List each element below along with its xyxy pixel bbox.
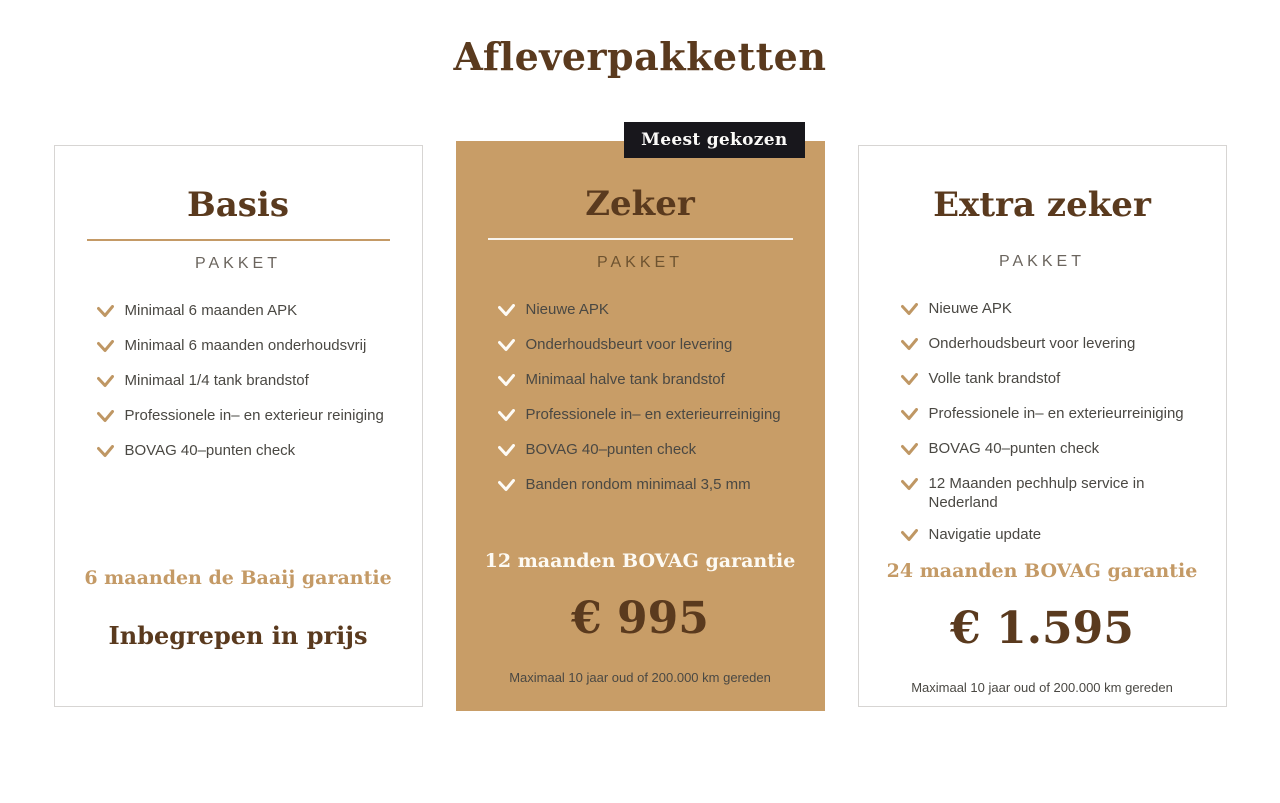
feature-list [83,301,394,476]
feature-item [901,334,1198,356]
package-card-extra-zeker [858,145,1227,707]
price-text: Inbegrepen in prijs [108,620,368,650]
feature-item [901,525,1198,547]
package-name: Extra zeker [933,185,1151,225]
feature-item [498,335,797,357]
feature-label: Professionele in– en exterieurreiniging [928,405,1184,423]
feature-item [498,300,797,322]
feature-label: Nieuwe APK [928,300,1012,318]
page-title: Afleverpakketten [453,34,827,79]
feature-label: Nieuwe APK [525,301,609,319]
card-bottom [887,560,1198,695]
most-chosen-badge: Meest gekozen [624,122,804,158]
feature-label: Navigatie update [928,526,1042,544]
package-name: Zeker [585,184,695,224]
package-subtitle: PAKKET [999,253,1085,271]
check-icon [901,407,918,426]
check-icon [901,477,918,496]
check-icon [901,337,918,356]
feature-label: BOVAG 40–punten check [124,442,296,460]
check-icon [901,372,918,391]
feature-item [97,441,394,463]
divider [488,238,793,240]
check-icon [97,409,114,428]
check-icon [901,302,918,321]
feature-item [901,369,1198,391]
feature-label: Onderhoudsbeurt voor levering [525,336,733,354]
package-subtitle: PAKKET [597,254,683,272]
package-card-zeker [456,130,825,711]
feature-label: Professionele in– en exterieurreiniging [525,406,781,424]
feature-item [498,440,797,462]
feature-label: Professionele in– en exterieur reiniging [124,407,384,425]
check-icon [901,528,918,547]
price-footnote: Maximaal 10 jaar oud of 200.000 km gereden [911,680,1173,696]
divider [87,239,390,241]
check-icon [498,443,515,462]
feature-item [498,475,797,497]
price-text: € 995 [571,592,709,644]
feature-item [901,439,1198,461]
guarantee-text: 6 maanden de Baaij garantie [84,566,392,589]
feature-item [498,370,797,392]
feature-label: Minimaal 6 maanden APK [124,302,298,320]
package-subtitle: PAKKET [195,255,281,273]
price-footnote: Maximaal 10 jaar oud of 200.000 km gereden [509,670,771,685]
feature-item [97,371,394,393]
check-icon [97,444,114,463]
feature-label: 12 Maanden pechhulp service in Nederland [928,475,1145,512]
feature-list [887,299,1198,560]
feature-item [901,404,1198,426]
feature-label: BOVAG 40–punten check [928,440,1100,458]
feature-item [901,299,1198,321]
feature-label: Minimaal halve tank brandstof [525,371,725,389]
package-name: Basis [187,185,289,225]
feature-item [97,301,394,323]
check-icon [97,374,114,393]
feature-label: Minimaal 1/4 tank brandstof [124,372,309,390]
feature-label: BOVAG 40–punten check [525,441,697,459]
card-bottom [83,567,394,680]
feature-item [901,474,1198,512]
check-icon [97,304,114,323]
feature-list [484,300,797,510]
check-icon [97,339,114,358]
feature-label: Banden rondom minimaal 3,5 mm [525,476,751,494]
check-icon [498,478,515,497]
feature-item [498,405,797,427]
feature-item [97,406,394,428]
feature-label: Onderhoudsbeurt voor levering [928,335,1136,353]
check-icon [498,408,515,427]
feature-label: Minimaal 6 maanden onderhoudsvrij [124,337,367,355]
package-card-basis [54,145,423,707]
card-bottom [484,550,797,685]
feature-label: Volle tank brandstof [928,370,1061,388]
check-icon [498,373,515,392]
guarantee-text: 12 maanden BOVAG garantie [484,549,796,572]
check-icon [901,442,918,461]
check-icon [498,303,515,322]
check-icon [498,338,515,357]
packages-row [0,130,1280,711]
price-text: € 1.595 [950,603,1134,655]
feature-item [97,336,394,358]
guarantee-text: 24 maanden BOVAG garantie [886,560,1198,583]
